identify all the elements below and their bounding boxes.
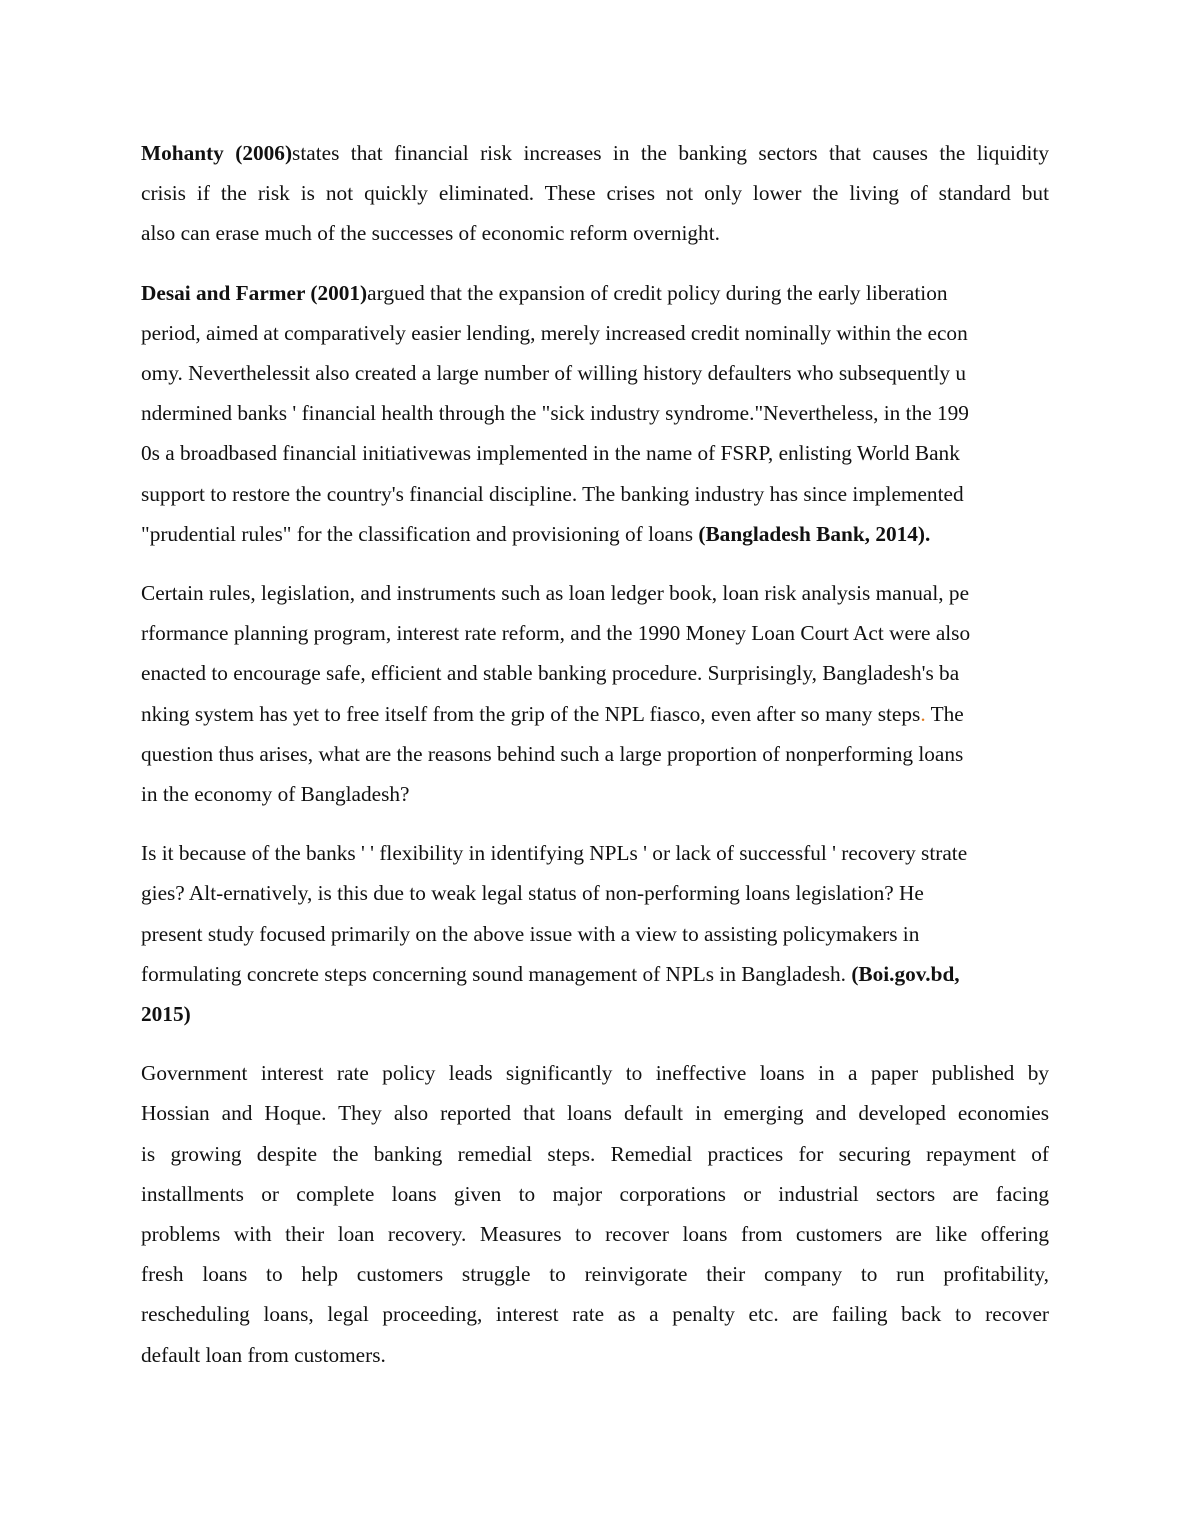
highlighted-mark: . [920, 701, 926, 726]
text-line [141, 1093, 1049, 1133]
text-run: states that financial risk increases in the banking sectors that causes the liquidity [292, 141, 1049, 165]
paragraph-government [141, 1053, 1049, 1375]
text-run: Government interest rate policy leads significantly to ineffective loans in a paper published by [141, 1061, 1049, 1086]
citation-bold: (Bangladesh Bank, 2014). [698, 521, 931, 546]
paragraph-certain [141, 573, 1049, 814]
text-line [141, 133, 1049, 173]
document-body [141, 133, 1049, 1394]
text-run: Hossian and Hoque. They also reported that loans default in emerging and developed economies [141, 1101, 1049, 1126]
text-line [141, 873, 1049, 913]
text-run: in the economy of Bangladesh? [141, 782, 410, 807]
text-run: nking system has yet to free itself from the grip of the NPL fiasco, even after so many steps [141, 701, 921, 726]
text-run: The [925, 701, 964, 726]
text-line [141, 514, 1049, 554]
text-run: period, aimed at comparatively easier lending, merely increased credit nominally within the econ [141, 320, 968, 345]
text-line [141, 1335, 1049, 1375]
text-run: rescheduling loans, legal proceeding, interest rate as a penalty etc. are failing back to recover [141, 1302, 1049, 1327]
text-line [141, 213, 1049, 253]
paragraph-desai [141, 273, 1049, 554]
text-run: question thus arises, what are the reasons behind such a large proportion of nonperforming loans [141, 741, 964, 766]
text-run: also can erase much of the successes of economic reform overnight. [141, 221, 720, 246]
text-line [141, 1214, 1049, 1254]
text-run: omy. Neverthelessit also created a large number of willing history defaulters who subsequently u [141, 361, 967, 386]
text-run: gies? Alt-ernatively, is this due to weak legal status of non-performing loans legislation? He [141, 881, 924, 906]
text-line [141, 954, 1049, 994]
text-line [141, 173, 1049, 213]
text-run: problems with their loan recovery. Measures to recover loans from customers are like offering [141, 1222, 1049, 1247]
text-run: 0s a broadbased financial initiativewas implemented in the name of FSRP, enlisting World Bank [141, 441, 960, 466]
text-line [141, 1294, 1049, 1334]
text-line [141, 994, 1049, 1034]
text-run: "prudential rules" for the classification and provisioning of loans [141, 521, 699, 546]
text-run: fresh loans to help customers struggle to reinvigorate their company to run profitability, [141, 1262, 1049, 1287]
paragraph-mohanty [141, 133, 1049, 254]
text-line [141, 1174, 1049, 1214]
text-line [141, 694, 1049, 734]
text-run: present study focused primarily on the above issue with a view to assisting policymakers in [141, 921, 920, 946]
text-run: support to restore the country's financial discipline. The banking industry has since implemented [141, 481, 964, 506]
citation-bold: (Boi.gov.bd, [851, 961, 960, 986]
text-run: formulating concrete steps concerning sound management of NPLs in Bangladesh. [141, 961, 852, 986]
text-line [141, 353, 1049, 393]
text-run: is growing despite the banking remedial steps. Remedial practices for securing repayment of [141, 1141, 1049, 1166]
text-run: argued that the expansion of credit policy during the early liberation [367, 280, 948, 305]
text-run: crisis if the risk is not quickly eliminated. These crises not only lower the living of standard but [141, 181, 1049, 206]
text-run: ndermined banks ' financial health through the "sick industry syndrome."Nevertheless, in the 199 [141, 401, 969, 426]
text-line [141, 393, 1049, 433]
text-line [141, 1254, 1049, 1294]
text-run: installments or complete loans given to major corporations or industrial sectors are facing [141, 1181, 1049, 1206]
text-line [141, 433, 1049, 473]
text-run: Is it because of the banks ' ' flexibility in identifying NPLs ' or lack of successful ' recovery strate [141, 841, 968, 866]
text-line [141, 653, 1049, 693]
text-line [141, 914, 1049, 954]
text-line [141, 474, 1049, 514]
text-line [141, 613, 1049, 653]
text-line [141, 833, 1049, 873]
text-run: rformance planning program, interest rate reform, and the 1990 Money Loan Court Act were also [141, 621, 971, 646]
text-line [141, 1053, 1049, 1093]
text-line [141, 273, 1049, 313]
citation-bold: Mohanty (2006) [141, 141, 293, 165]
text-line [141, 1134, 1049, 1174]
text-line [141, 573, 1049, 613]
citation-bold: Desai and Farmer (2001) [141, 280, 368, 305]
text-line [141, 734, 1049, 774]
text-run: default loan from customers. [141, 1342, 386, 1367]
citation-bold: 2015) [141, 1002, 191, 1027]
text-run: enacted to encourage safe, efficient and stable banking procedure. Surprisingly, Bangladesh's ba [141, 661, 960, 686]
text-run: Certain rules, legislation, and instruments such as loan ledger book, loan risk analysis manual, pe [141, 581, 970, 606]
paragraph-flexibility [141, 833, 1049, 1034]
text-line [141, 774, 1049, 814]
text-line [141, 313, 1049, 353]
